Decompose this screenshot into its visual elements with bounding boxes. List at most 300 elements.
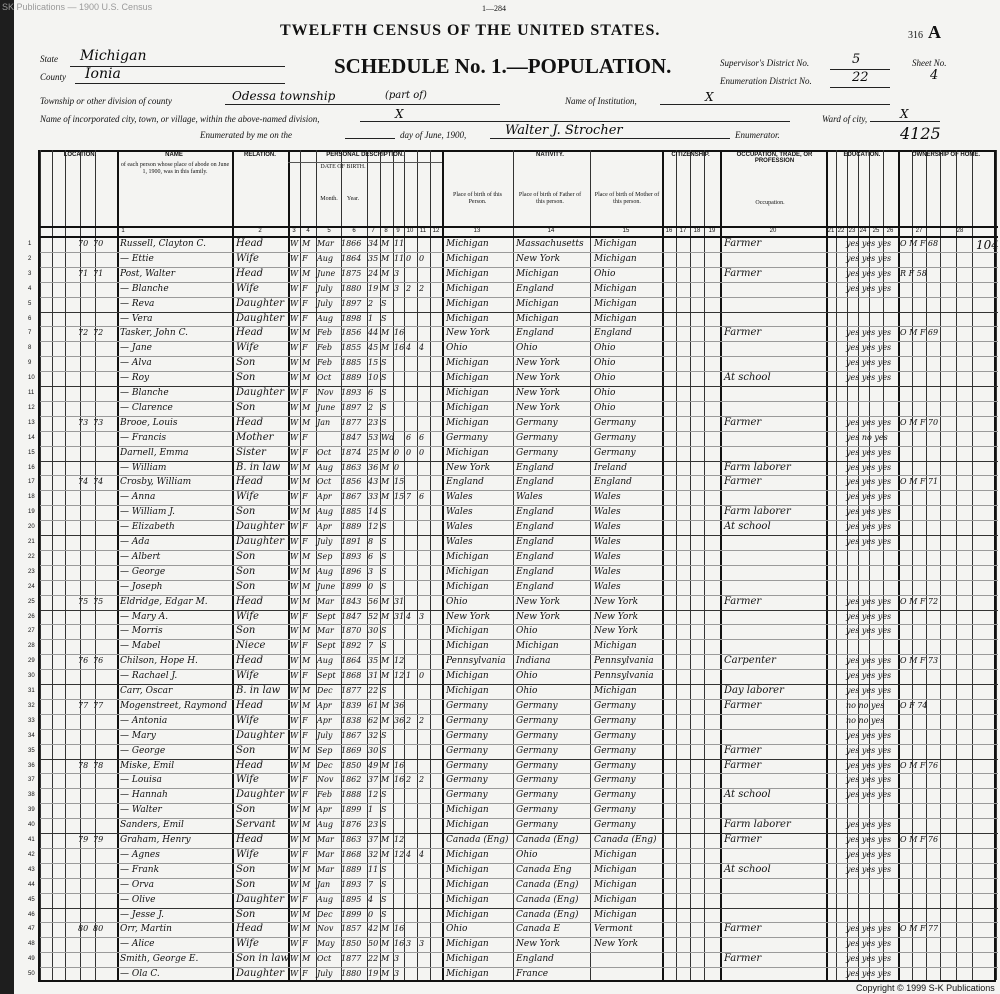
cell-age: 6 (368, 388, 374, 397)
cell-color: W (290, 492, 299, 502)
row-number: 37 (28, 777, 35, 784)
cell-color: W (290, 417, 299, 427)
cell-birth-month: Oct (317, 477, 332, 487)
cell-person-name: Darnell, Emma (120, 447, 189, 458)
cell-dwelling-number: 77 (78, 700, 89, 710)
cell-father-birthplace: Canada Eng (516, 864, 572, 875)
col-occ-sub: Occupation. (755, 200, 785, 206)
cell-relation: Wife (236, 491, 259, 503)
cell-sex: M (302, 954, 311, 964)
cell-birth-year: 1867 (341, 730, 362, 740)
cell-occupation: Day laborer (724, 685, 784, 696)
cell-birthplace: Wales (446, 537, 473, 547)
cell-relation: Head (236, 327, 264, 339)
cell-children-born: 4 (406, 849, 412, 859)
cell-father-birthplace: England (516, 477, 554, 488)
cell-color: W (290, 551, 299, 561)
cell-birth-month: Dec (317, 909, 333, 919)
cell-color: W (290, 432, 299, 442)
cell-occupation: Farmer (724, 238, 762, 249)
cell-birth-year: 1857 (341, 924, 362, 934)
cell-relation: Sister (236, 446, 266, 458)
cell-father-birthplace: Germany (516, 745, 558, 756)
cell-relation: Wife (236, 774, 259, 786)
cell-person-name: Graham, Henry (120, 835, 191, 845)
cell-sex: F (302, 313, 308, 323)
row-number: 20 (28, 524, 35, 531)
cell-relation: Daughter (236, 789, 284, 801)
cell-education: yes yes yes (846, 835, 892, 844)
cell-birthplace: Germany (446, 700, 488, 711)
cell-father-birthplace: Germany (516, 805, 558, 816)
cell-birth-year: 1898 (341, 313, 362, 323)
cell-person-name: Mogenstreet, Raymond (120, 700, 227, 711)
cell-birth-month: Aug (317, 313, 334, 323)
cell-relation: Wife (236, 714, 259, 726)
cell-color: W (290, 298, 299, 308)
cell-birth-month: Sep (317, 745, 333, 755)
cell-birth-year: 1896 (341, 566, 362, 576)
cell-relation: Head (236, 416, 264, 428)
cell-occupation: Farmer (724, 834, 762, 845)
cell-relation: Son (236, 565, 256, 577)
cell-education: yes yes yes (846, 849, 892, 859)
cell-children-born: 1 (406, 671, 412, 681)
cell-relation: Daughter (236, 387, 284, 398)
col-pob-mother: Place of birth of Mother of this person. (594, 192, 660, 205)
row-number: 46 (28, 911, 35, 918)
enumerator-label: Enumerator. (735, 130, 780, 140)
row-number: 42 (28, 851, 35, 858)
cell-birth-month: July (317, 730, 333, 740)
col-month: Month. (320, 196, 338, 202)
cell-relation: Son (236, 863, 256, 875)
cell-age: 33 (368, 492, 379, 502)
cell-birth-year: 1838 (341, 715, 362, 725)
cell-person-name: Carr, Oscar (120, 686, 173, 696)
cell-father-birthplace: Germany (516, 760, 558, 771)
cell-father-birthplace: Massachusetts (516, 239, 584, 249)
cell-birth-month: Mar (317, 849, 334, 859)
cell-father-birthplace: Canada (Eng) (516, 909, 579, 920)
cell-occupation: At school (724, 521, 771, 533)
cell-sex: F (302, 939, 308, 949)
cell-birth-year: 1899 (341, 805, 362, 815)
cell-birthplace: Germany (446, 745, 488, 756)
cell-mother-birthplace: Michigan (594, 849, 637, 860)
cell-person-name: — Jane (120, 343, 152, 354)
cell-birth-month: June (317, 402, 336, 412)
column-number: 11 (419, 228, 427, 234)
cell-children-living: 2 (419, 775, 425, 785)
cell-birth-year: 1893 (341, 551, 362, 561)
cell-children-born: 0 (406, 253, 412, 263)
cell-occupation: Farmer (724, 476, 762, 488)
cell-sex: F (302, 343, 308, 353)
cell-sex: M (302, 239, 311, 248)
cell-mother-birthplace: Ireland (594, 462, 627, 473)
cell-years-married: 0 (394, 447, 400, 457)
cell-person-name: — Joseph (120, 581, 163, 592)
cell-birthplace: Germany (446, 730, 488, 741)
city-label: Name of incorporated city, town, or village, within the above-named division, (40, 114, 320, 124)
cell-birthplace: Michigan (446, 641, 489, 652)
cell-marital-status: S (381, 313, 387, 323)
cell-education: yes yes yes (846, 462, 892, 472)
col-pob-person: Place of birth of this Person. (453, 192, 502, 205)
cell-birth-year: 1877 (341, 686, 362, 695)
cell-education: yes yes yes (846, 417, 892, 427)
cell-relation: Son (236, 878, 256, 890)
row-number: 11 (28, 390, 35, 396)
cell-birth-year: 1892 (341, 641, 362, 651)
cell-age: 15 (368, 358, 379, 368)
cell-color: W (290, 596, 299, 606)
cell-marital-status: M (381, 283, 390, 293)
cell-relation: Wife (236, 252, 259, 264)
township-label: Township or other division of county (40, 96, 172, 106)
cell-birth-month: July (317, 969, 333, 979)
cell-marital-status: M (381, 924, 390, 934)
cell-relation: Wife (236, 670, 259, 682)
cell-education: yes yes yes (846, 253, 892, 263)
row-number: 14 (28, 434, 35, 441)
col-year: Year. (346, 196, 360, 202)
cell-father-birthplace: Canada E (516, 924, 560, 935)
cell-father-birthplace: France (516, 969, 549, 980)
cell-education: yes yes yes (846, 686, 892, 695)
cell-years-married: 16 (394, 939, 405, 949)
cell-sex: M (302, 820, 311, 830)
row-number: 36 (28, 762, 35, 769)
cell-birth-month: July (317, 537, 333, 546)
cell-birth-year: 1863 (341, 462, 362, 472)
cell-relation: Mother (236, 431, 274, 443)
enumerator-name: Walter J. Strocher (505, 123, 623, 138)
cell-education: yes yes yes (846, 522, 892, 532)
cell-education: yes yes yes (846, 745, 892, 755)
cell-father-birthplace: Germany (516, 447, 558, 458)
column-number: 3 (292, 228, 296, 234)
cell-years-married: 12 (394, 835, 405, 844)
cell-marital-status: S (381, 879, 387, 889)
cell-father-birthplace: Michigan (516, 268, 559, 279)
cell-age: 7 (368, 641, 374, 651)
column-number: 14 (547, 228, 555, 234)
cell-birthplace: Michigan (446, 239, 489, 249)
cell-children-born: 4 (406, 343, 412, 353)
cell-marital-status: S (381, 894, 387, 904)
cell-age: 35 (368, 253, 379, 263)
cell-birth-year: 1850 (341, 939, 362, 949)
cell-years-married: 15 (394, 492, 405, 502)
cell-relation: Head (236, 238, 264, 249)
cell-birth-year: 1893 (341, 879, 362, 889)
column-number: 8 (384, 228, 388, 234)
cell-years-married: 16 (394, 924, 405, 934)
column-number: 7 (371, 228, 375, 234)
cell-years-married: 12 (394, 849, 405, 859)
cell-marital-status: M (381, 596, 390, 606)
cell-birth-month: Aug (317, 462, 334, 472)
enumerated-label: Enumerated by me on the (200, 130, 292, 140)
cell-occupation: Farmer (724, 699, 762, 711)
cell-sex: F (302, 894, 308, 904)
cell-birth-month: Aug (317, 656, 334, 666)
cell-color: W (290, 671, 299, 681)
cell-father-birthplace: Germany (516, 730, 558, 741)
cell-color: W (290, 239, 299, 248)
cell-birthplace: Michigan (446, 969, 489, 980)
cell-mother-birthplace: Germany (594, 760, 636, 771)
cell-education: yes yes yes (846, 343, 892, 353)
cell-sex: F (302, 849, 308, 859)
cell-age: 0 (368, 581, 374, 591)
row-number: 8 (28, 345, 32, 352)
row-number: 31 (28, 688, 35, 694)
row-number: 26 (28, 613, 35, 620)
cell-birthplace: Pennsylvania (446, 656, 506, 667)
cell-sex: M (302, 924, 311, 934)
cell-birth-month: Nov (317, 388, 334, 397)
cell-mother-birthplace: Germany (594, 700, 636, 711)
cell-mother-birthplace: Vermont (594, 924, 633, 935)
row-number: 50 (28, 971, 35, 978)
cell-children-living: 6 (419, 492, 425, 502)
cell-birth-month: Nov (317, 924, 334, 934)
cell-person-name: — Albert (120, 551, 161, 562)
column-number: 26 (886, 228, 894, 234)
cell-children-born: 4 (406, 611, 412, 621)
cell-birth-month: Apr (317, 522, 332, 532)
census-title: TWELFTH CENSUS OF THE UNITED STATES. (280, 22, 661, 39)
cell-marital-status: S (381, 402, 387, 412)
cell-education: yes yes yes (846, 492, 892, 502)
cell-years-married: 11 (394, 239, 405, 248)
column-number: 1 (121, 228, 125, 234)
cell-education: yes yes yes (846, 939, 892, 949)
cell-mother-birthplace: New York (594, 626, 639, 637)
cell-birthplace: New York (446, 611, 491, 622)
cell-education: yes yes yes (846, 820, 892, 830)
cell-mother-birthplace: Michigan (594, 641, 637, 652)
cell-birth-year: 1880 (341, 283, 362, 293)
cell-marital-status: M (381, 462, 390, 472)
row-number: 28 (28, 643, 35, 650)
cell-education: yes no yes (846, 432, 888, 442)
cell-father-birthplace: Germany (516, 715, 558, 726)
cell-person-name: — William J. (120, 507, 175, 518)
row-number: 23 (28, 568, 35, 575)
cell-color: W (290, 507, 299, 517)
cell-birthplace: Germany (446, 790, 488, 801)
cell-education: yes yes yes (846, 730, 892, 740)
cell-mother-birthplace: Germany (594, 805, 636, 816)
cell-sex: M (302, 879, 311, 889)
cell-marital-status: M (381, 253, 390, 263)
cell-father-birthplace: Michigan (516, 641, 559, 652)
cell-color: W (290, 328, 299, 338)
cell-age: 44 (368, 328, 379, 338)
col-personal: PERSONAL DESCRIPTION. (326, 152, 404, 158)
cell-age: 3 (368, 566, 374, 576)
column-number: 27 (915, 228, 923, 234)
cell-birthplace: Michigan (446, 820, 489, 831)
cell-mother-birthplace: Michigan (594, 894, 637, 905)
cell-marital-status: M (381, 954, 390, 964)
cell-birth-year: 1891 (341, 537, 362, 546)
cell-father-birthplace: New York (516, 253, 561, 264)
cell-birth-year: 1867 (341, 492, 362, 502)
cell-color: W (290, 745, 299, 755)
column-number: 24 (859, 228, 867, 234)
column-number: 5 (327, 228, 331, 234)
row-number: 12 (28, 404, 35, 411)
cell-children-living: 4 (419, 849, 425, 859)
cell-relation: Niece (236, 640, 266, 652)
cell-birth-year: 1880 (341, 969, 362, 979)
cell-education: yes yes yes (846, 671, 892, 681)
cell-marital-status: M (381, 447, 390, 457)
cell-sex: M (302, 477, 311, 487)
cell-person-name: Crosby, William (120, 477, 192, 488)
cell-family-number: 80 (93, 924, 104, 934)
cell-relation: Head (236, 699, 264, 711)
cell-person-name: — George (120, 566, 166, 577)
cell-mother-birthplace: Ohio (594, 358, 616, 369)
cell-birthplace: Michigan (446, 283, 489, 294)
cell-ownership: O M F 68 (900, 239, 939, 248)
column-number: 22 (837, 228, 845, 234)
cell-years-married: 3 (394, 969, 400, 979)
cell-children-living: 0 (419, 671, 425, 681)
cell-birthplace: Germany (446, 760, 488, 771)
cell-family-number: 79 (93, 835, 104, 844)
cell-occupation: Farmer (724, 595, 762, 607)
cell-birthplace: Michigan (446, 864, 489, 875)
col-name: NAME (165, 152, 183, 158)
cell-person-name: — Alice (120, 939, 155, 950)
column-number: 15 (622, 228, 630, 234)
cell-ownership: O M F 70 (900, 417, 939, 427)
row-number: 4 (28, 285, 32, 292)
cell-person-name: — Blanche (120, 283, 169, 294)
cell-color: W (290, 343, 299, 353)
cell-person-name: — Ola C. (120, 969, 160, 980)
cell-age: 0 (368, 909, 374, 919)
cell-relation: Daughter (236, 297, 284, 309)
cell-education: yes yes yes (846, 447, 892, 457)
enum-district-label: Enumeration District No. (720, 76, 812, 86)
cell-marital-status: M (381, 328, 390, 338)
cell-relation: Head (236, 655, 264, 667)
row-number: 1 (28, 241, 32, 247)
cell-birthplace: Michigan (446, 686, 489, 696)
cell-mother-birthplace: Germany (594, 775, 636, 786)
cell-color: W (290, 760, 299, 770)
cell-relation: Head (236, 834, 264, 845)
cell-color: W (290, 358, 299, 368)
cell-birthplace: Michigan (446, 894, 489, 905)
cell-birth-month: Mar (317, 835, 334, 844)
cell-person-name: — Reva (120, 298, 155, 309)
cell-color: W (290, 924, 299, 934)
cell-sex: M (302, 402, 311, 412)
cell-sex: M (302, 268, 311, 278)
cell-father-birthplace: Canada (Eng) (516, 879, 579, 890)
cell-age: 42 (368, 924, 379, 934)
cell-dwelling-number: 73 (78, 417, 89, 427)
row-number: 39 (28, 807, 35, 814)
column-number: 12 (432, 228, 440, 234)
cell-birth-month: Nov (317, 775, 334, 785)
cell-father-birthplace: England (516, 566, 554, 577)
cell-marital-status: S (381, 507, 387, 517)
cell-age: 32 (368, 849, 379, 859)
cell-person-name: Eldridge, Edgar M. (120, 596, 208, 607)
cell-birth-year: 1864 (341, 656, 362, 666)
cell-person-name: — Orva (120, 879, 154, 890)
city-value: X (395, 107, 404, 121)
cell-children-living: 3 (419, 611, 425, 621)
row-number: 3 (28, 270, 32, 277)
cell-birthplace: Michigan (446, 566, 489, 577)
cell-years-married: 3 (394, 954, 400, 964)
cell-color: W (290, 447, 299, 457)
cell-father-birthplace: England (516, 581, 554, 592)
cell-sex: M (302, 745, 311, 755)
cell-mother-birthplace: Germany (594, 432, 636, 443)
cell-relation: Son in law (236, 953, 290, 965)
cell-birth-year: 1876 (341, 820, 362, 830)
cell-years-married: 15 (394, 477, 405, 487)
cell-children-living: 6 (419, 432, 425, 442)
cell-marital-status: S (381, 909, 387, 919)
cell-children-born: 0 (406, 447, 412, 457)
cell-relation: Daughter (236, 893, 284, 905)
cell-birthplace: Michigan (446, 447, 489, 458)
watermark: SK Publications — 1900 U.S. Census (2, 2, 153, 12)
cell-person-name: — Agnes (120, 849, 160, 860)
cell-birthplace: Ohio (446, 924, 468, 935)
cell-sex: F (302, 969, 308, 979)
cell-sex: M (302, 835, 311, 844)
cell-color: W (290, 939, 299, 949)
ward-value: X (900, 107, 909, 121)
cell-birth-month: Aug (317, 894, 334, 904)
cell-occupation: Farm laborer (724, 461, 791, 473)
cell-age: 24 (368, 268, 379, 278)
cell-birthplace: Michigan (446, 954, 489, 965)
cell-education: yes yes yes (846, 239, 892, 248)
cell-color: W (290, 522, 299, 532)
cell-sex: M (302, 626, 311, 636)
side-note: 104 (976, 238, 999, 252)
cell-birth-month: Feb (317, 790, 332, 800)
cell-years-married: 31 (394, 611, 405, 621)
cell-color: W (290, 641, 299, 651)
cell-father-birthplace: Ohio (516, 686, 538, 696)
cell-marital-status: S (381, 388, 387, 397)
cell-age: 53 (368, 432, 379, 442)
cell-relation: Daughter (236, 521, 284, 533)
cell-person-name: — Olive (120, 894, 156, 905)
cell-education: yes yes yes (846, 611, 892, 621)
cell-marital-status: S (381, 373, 387, 383)
cell-mother-birthplace: Ohio (594, 402, 616, 413)
cell-relation: B. in law (236, 685, 281, 696)
cell-birth-month: Sep (317, 551, 333, 561)
